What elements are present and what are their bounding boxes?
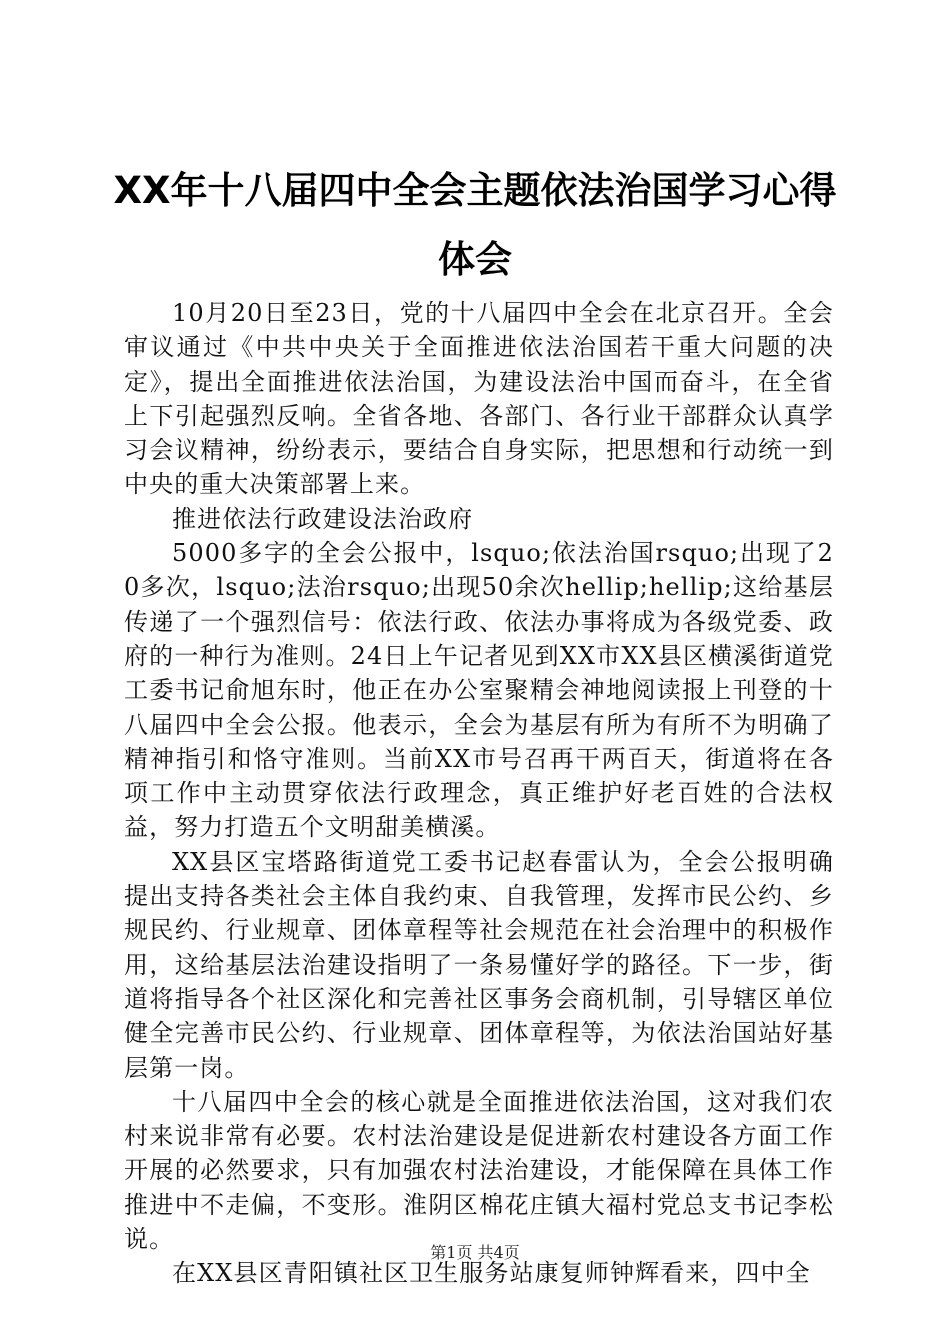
page-footer: 第1页 共4页 [430,1243,520,1262]
document-title-line-1: XX年十八届四中全会主题依法治国学习心得 [113,169,837,212]
paragraph-rural-rule-of-law: 十八届四中全会的核心就是全面推进依法治国，这对我们农村来说非常有必要。农村法治建设是促进新农村建设各方面工作开展的必然要求，只有加强农村法治建设，才能保障在具体工作推进中不走偏，不变形。淮阴区棉花庄镇大福村党总支书记李松说。 [124,1087,834,1254]
paragraph-qingyang: 在XX县区青阳镇社区卫生服务站康复师钟辉看来，四中全 [172,1259,811,1288]
paragraph-communique: 5000多字的全会公报中，lsquo;依法治国rsquo;出现了20多次，lsquo;法治rsquo;出现50余次hellip;hellip;这给基层传递了一个强烈信号：依法行政、依法办事将成为各级党委、政府的一种行为准则。24日上午记者见到XX市XX县区横溪街道党工委书记俞旭东时，他正在办公室聚精会神地阅读报上刊登的十八届四中全会公报。他表示，全会为基层有所为有所不为明确了精神指引和恪守准则。当前XX市号召再干两百天，街道将在各项工作中主动贯穿依法行政理念，真正维护好老百姓的合法权益，努力打造五个文明甜美横溪。 [124,539,834,842]
paragraph-intro: 10月20日至23日，党的十八届四中全会在北京召开。全会审议通过《中共中央关于全面推进依法治国若干重大问题的决定》，提出全面推进依法治国，为建设法治中国而奋斗，在全省上下引起强烈反响。全省各地、各部门、各行业干部群众认真学习会议精神，纷纷表示，要结合自身实际，把思想和行动统一到中央的重大决策部署上来。 [124,299,834,499]
section-heading: 推进依法行政建设法治政府 [172,504,474,533]
paragraph-baota-road: XX县区宝塔路街道党工委书记赵春雷认为，全会公报明确提出支持各类社会主体自我约束、自我管理，发挥市民公约、乡规民约、行业规章、团体章程等社会规范在社会治理中的积极作用，这给基层法治建设指明了一条易懂好学的路径。下一步，街道将指导各个社区深化和完善社区事务会商机制，引导辖区单位健全完善市民公约、行业规章、团体章程等，为依法治国站好基层第一岗。 [124,847,834,1082]
document-title-line-2: 体会 [438,238,512,281]
document-body [124,296,834,1291]
